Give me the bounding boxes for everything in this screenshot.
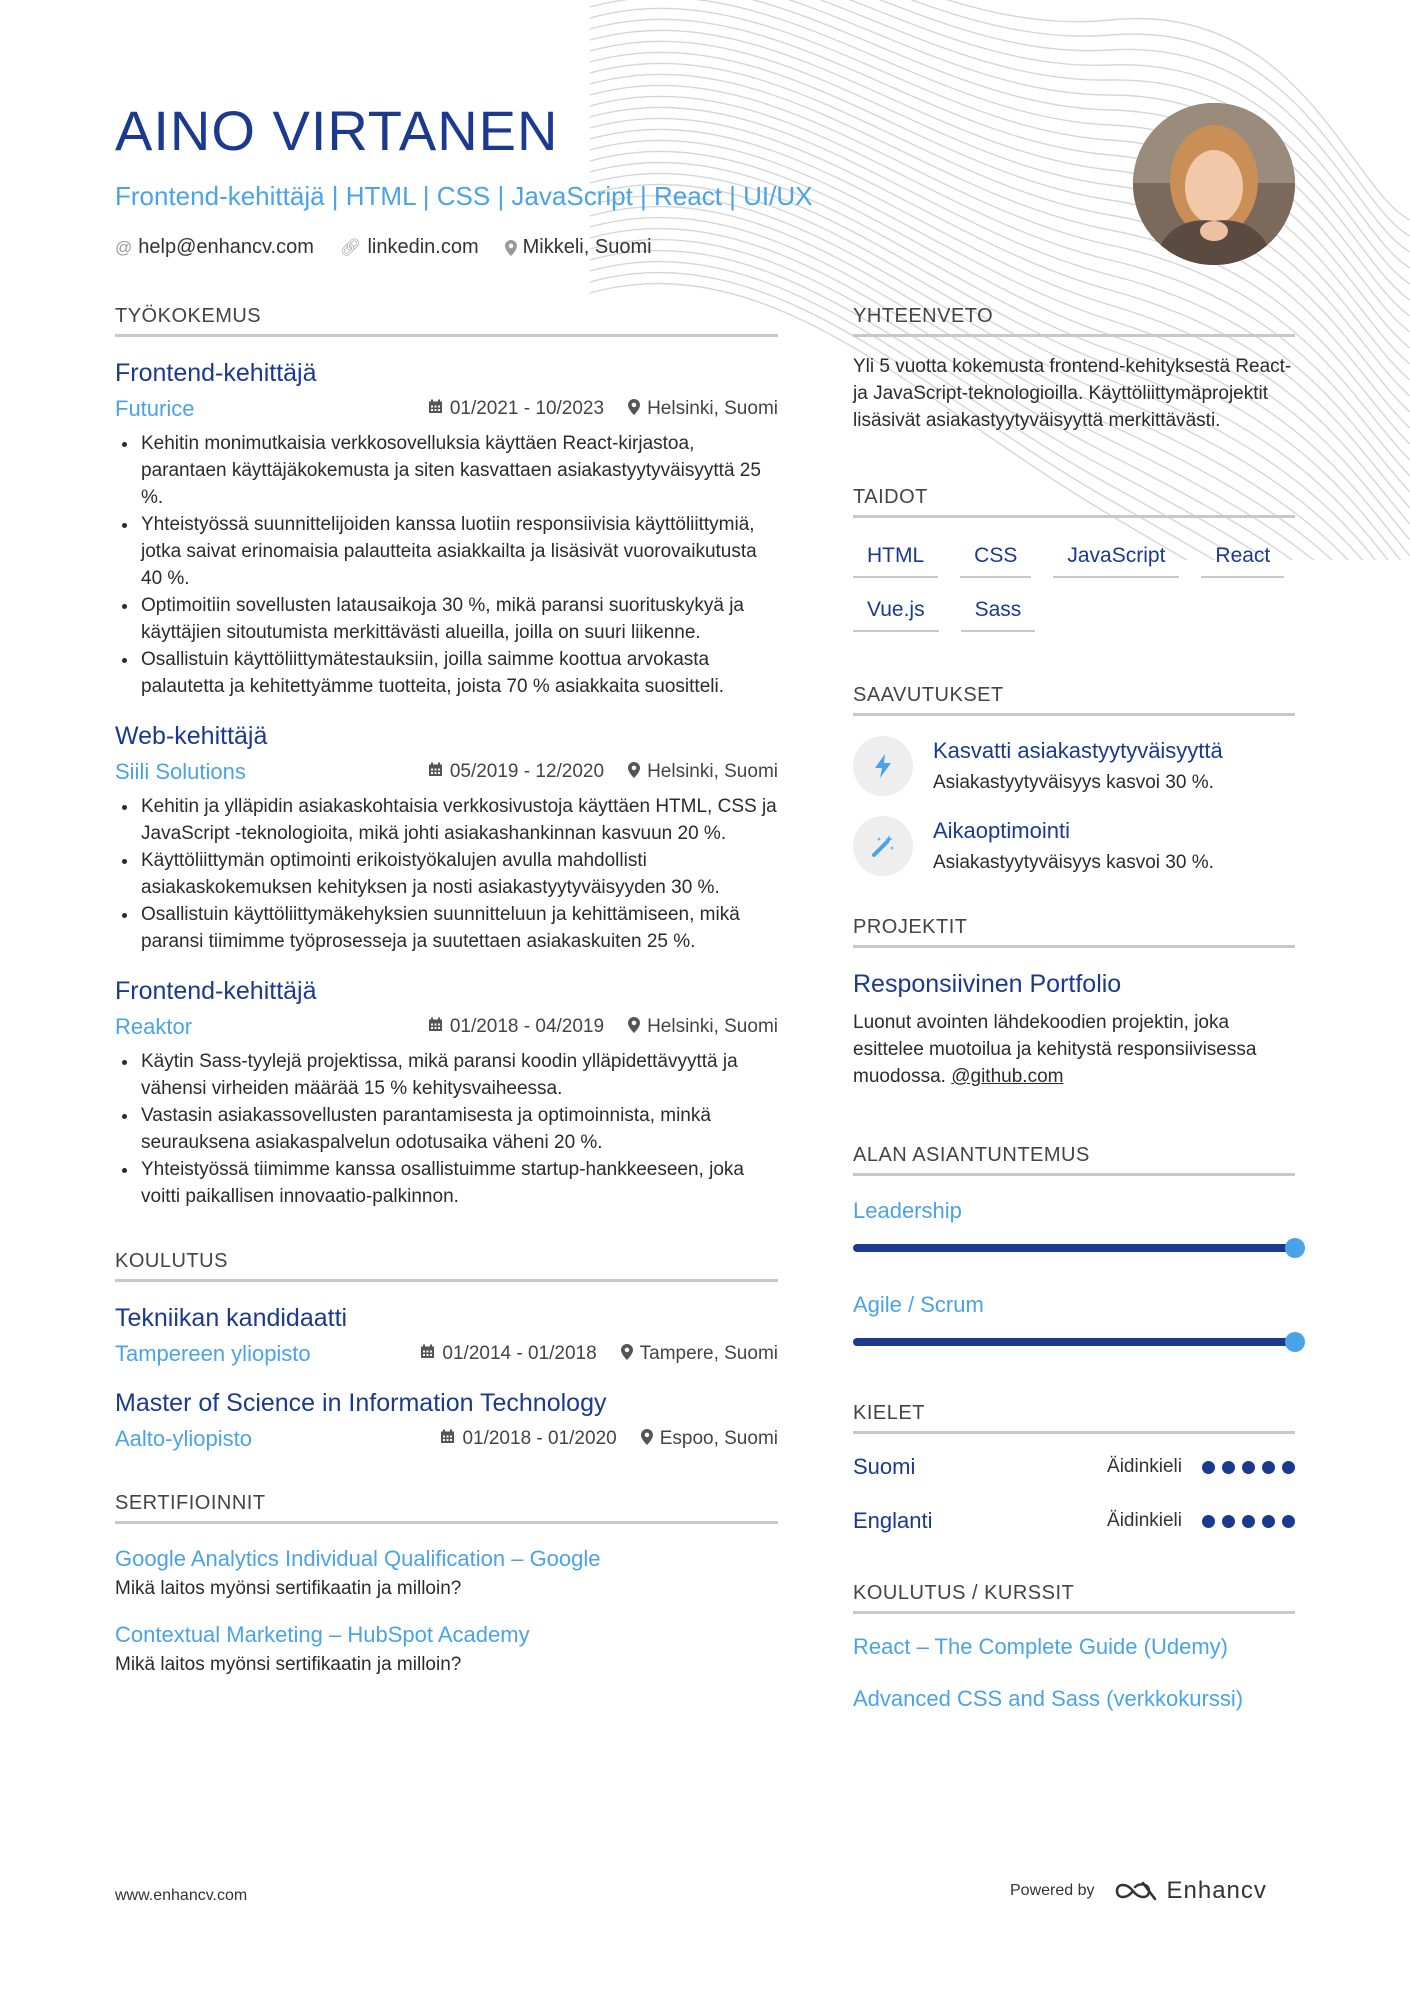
degree-title: Master of Science in Information Technology	[115, 1389, 607, 1417]
proficiency-dot	[1262, 1461, 1275, 1474]
date-range	[428, 761, 604, 783]
link-icon: 🔗︎	[339, 237, 362, 257]
meta-info	[420, 1343, 778, 1365]
degree-title: Tekniikan kandidaatti	[115, 1304, 348, 1332]
date-text: 01/2018 - 04/2019	[449, 1016, 605, 1037]
school-name: Aalto-yliopisto	[115, 1426, 252, 1451]
location-pin-icon	[628, 1017, 640, 1038]
skill-tag: JavaScript	[1053, 538, 1179, 578]
bullet-item: • Käyttöliittymän optimointi erikoistyökalujen avulla mahdollisti asiakaskokemuksen kehityksen ja nosti asiakastyytyväisyyden 30 %.	[139, 847, 778, 901]
meta-info	[428, 761, 778, 783]
skill-tag: HTML	[853, 538, 938, 578]
date-range	[420, 1343, 596, 1365]
language-level-wrap	[1107, 1510, 1295, 1532]
left-column	[115, 305, 778, 1676]
expertise-label: Agile / Scrum	[853, 1292, 984, 1317]
job-meta	[115, 759, 778, 785]
proficiency-dot	[1202, 1461, 1215, 1474]
location-pin-icon	[628, 399, 640, 420]
date-text: 01/2014 - 01/2018	[442, 1343, 597, 1364]
company-name: Siili Solutions	[115, 759, 246, 784]
proficiency-dot	[1282, 1515, 1295, 1528]
achievement-title: Kasvatti asiakastyytyväisyyttä	[933, 738, 1223, 763]
location-text: Mikkeli, Suomi	[522, 236, 652, 258]
job-title: Web-kehittäjä	[115, 722, 268, 750]
section-title-projects: PROJEKTIT	[853, 916, 1295, 948]
achievement-list	[853, 736, 1295, 876]
linkedin-text: linkedin.com	[367, 236, 479, 258]
calendar-icon	[428, 1017, 443, 1037]
calendar-icon	[420, 1344, 435, 1364]
calendar-icon	[440, 1429, 455, 1449]
proficiency-dot	[1262, 1515, 1275, 1528]
job-title: Frontend-kehittäjä	[115, 977, 317, 1005]
contact-email[interactable]	[115, 236, 314, 259]
location-pin-icon	[641, 1429, 653, 1450]
magic-wand-icon	[853, 816, 913, 876]
certification-entry	[115, 1546, 778, 1600]
language-item	[853, 1508, 1295, 1534]
summary-text: Yli 5 vuotta kokemusta frontend-kehityksestä React- ja JavaScript-teknologioilla. Käyttöliittymäprojektit lisäsivät asiakastyytyväisyyttä merkittävästi.	[853, 356, 1292, 431]
headline: Frontend-kehittäjä | HTML | CSS | JavaScript | React | UI/UX	[115, 181, 813, 211]
date-text: 01/2018 - 01/2020	[462, 1428, 617, 1449]
proficiency-dot	[1202, 1515, 1215, 1528]
achievement-desc: Asiakastyytyväisyys kasvoi 30 %.	[933, 772, 1214, 793]
profile-photo	[1133, 103, 1295, 265]
certification-desc: Mikä laitos myönsi sertifikaatin ja milloin?	[115, 1578, 462, 1599]
job-bullets	[115, 793, 778, 955]
section-title-achievements: SAAVUTUKSET	[853, 684, 1295, 716]
location-text: Helsinki, Suomi	[647, 398, 778, 419]
project-link[interactable]: @github.com	[951, 1066, 1064, 1087]
education-list	[115, 1304, 778, 1452]
section-title-courses: KOULUTUS / KURSSIT	[853, 1582, 1295, 1614]
at-icon: @	[115, 237, 133, 257]
date-text: 05/2019 - 12/2020	[449, 761, 605, 782]
date-range	[428, 1016, 604, 1038]
company-name: Futurice	[115, 396, 195, 421]
skill-list	[853, 538, 1295, 632]
education-meta	[115, 1426, 778, 1452]
skill-tag: CSS	[960, 538, 1031, 578]
job-title: Frontend-kehittäjä	[115, 359, 317, 387]
language-level: Äidinkieli	[1107, 1510, 1182, 1531]
project-desc-text: Luonut avointen lähdekoodien projektin, joka esittelee muotoilua ja kehitystä responsiivisessa muodossa.	[853, 1012, 1257, 1087]
expertise-label: Leadership	[853, 1198, 962, 1223]
location-pin-icon	[505, 240, 517, 256]
course-item: React – The Complete Guide (Udemy)	[853, 1634, 1228, 1659]
location-text: Tampere, Suomi	[639, 1343, 778, 1364]
language-level: Äidinkieli	[1107, 1456, 1182, 1477]
language-dots	[1202, 1515, 1295, 1528]
location-text: Espoo, Suomi	[659, 1428, 778, 1449]
job-entry	[115, 977, 778, 1210]
section-title-skills: TAIDOT	[853, 486, 1295, 518]
language-dots	[1202, 1461, 1295, 1474]
meta-info	[440, 1428, 778, 1450]
location	[621, 1343, 778, 1365]
bullet-item: • Osallistuin käyttöliittymätestauksiin, joilla saimme koottua arvokasta palautetta ja kehitettyämme tuotteita, joista 70 % asiakkaita suositteli.	[139, 646, 778, 700]
certification-desc: Mikä laitos myönsi sertifikaatin ja milloin?	[115, 1654, 462, 1675]
bullet-item: • Kehitin ja ylläpidin asiakaskohtaisia verkkosivustoja käyttäen HTML, CSS ja JavaScript -teknologioita, mikä johti asiakashankinnan kasvuun 20 %.	[139, 793, 778, 847]
job-bullets	[115, 1048, 778, 1210]
achievement-text	[933, 736, 1223, 794]
section-title-certifications: SERTIFIOINNIT	[115, 1492, 778, 1524]
proficiency-dot	[1242, 1515, 1255, 1528]
enhancv-brand-text: Enhancv	[1166, 1877, 1267, 1904]
contact-linkedin[interactable]	[340, 236, 479, 259]
enhancv-logo-icon	[1113, 1879, 1157, 1903]
certification-entry	[115, 1622, 778, 1676]
contact-location	[505, 236, 652, 259]
meta-info	[428, 1016, 778, 1038]
bolt-icon	[853, 736, 913, 796]
school-name: Tampereen yliopisto	[115, 1341, 311, 1366]
bullet-item: • Optimoitiin sovellusten latausaikoja 30 %, mikä paransi suorituskykyä ja käyttäjien sitoutumista merkittävästi alueilla, joilla on suuri liikenne.	[139, 592, 778, 646]
section-title-expertise: ALAN ASIANTUNTEMUS	[853, 1144, 1295, 1176]
language-name: Englanti	[853, 1508, 933, 1533]
language-level-wrap	[1107, 1456, 1295, 1478]
achievement-title: Aikaoptimointi	[933, 818, 1070, 843]
education-entry	[115, 1304, 778, 1367]
footer-url[interactable]: www.enhancv.com	[115, 1887, 248, 1904]
calendar-icon	[428, 399, 443, 419]
proficiency-dot	[1222, 1515, 1235, 1528]
date-range	[428, 398, 604, 420]
date-range	[440, 1428, 616, 1450]
location	[628, 1016, 778, 1038]
location-text: Helsinki, Suomi	[647, 761, 778, 782]
location-pin-icon	[628, 762, 640, 783]
certification-name: Google Analytics Individual Qualification – Google	[115, 1546, 601, 1571]
course-item: Advanced CSS and Sass (verkkokurssi)	[853, 1686, 1244, 1711]
certification-list	[115, 1546, 778, 1676]
achievement-text	[933, 816, 1214, 874]
expertise-item	[853, 1198, 1295, 1252]
contact-list	[115, 236, 812, 259]
education-entry	[115, 1389, 778, 1452]
footer-branding	[1010, 1877, 1267, 1905]
course-list	[853, 1634, 1295, 1712]
project-title: Responsiivinen Portfolio	[853, 970, 1122, 998]
certification-name: Contextual Marketing – HubSpot Academy	[115, 1622, 530, 1647]
skill-tag: Sass	[961, 592, 1036, 632]
bullet-item: • Käytin Sass-tyylejä projektissa, mikä paransi koodin ylläpidettävyyttä ja vähensi virheiden määrää 15 % kehitysvaiheessa.	[139, 1048, 778, 1102]
bullet-item: • Yhteistyössä suunnittelijoiden kanssa luotiin responsiivisia käyttöliittymiä, jotka saivat erinomaisia palautteita asiakkailta ja lisäsivät vuorovaikutusta 40 %.	[139, 511, 778, 592]
header	[115, 95, 812, 259]
company-name: Reaktor	[115, 1014, 193, 1039]
section-title-education: KOULUTUS	[115, 1250, 778, 1282]
job-bullets	[115, 430, 778, 700]
email-text: help@enhancv.com	[138, 236, 314, 258]
education-meta	[115, 1341, 778, 1367]
calendar-icon	[428, 762, 443, 782]
location	[641, 1428, 778, 1450]
language-item	[853, 1454, 1295, 1480]
section-title-summary: YHTEENVETO	[853, 305, 1295, 337]
expertise-bar	[853, 1338, 1295, 1346]
bullet-item: • Vastasin asiakassovellusten parantamisesta ja optimoinnista, minkä seurauksena asiakaspalvelun odotusaika väheni 20 %.	[139, 1102, 778, 1156]
section-title-experience: TYÖKOKEMUS	[115, 305, 778, 337]
location	[628, 761, 778, 783]
enhancv-logo[interactable]	[1113, 1877, 1267, 1905]
project-description	[853, 1009, 1295, 1090]
expertise-bar-fill	[853, 1244, 1295, 1252]
job-entry	[115, 359, 778, 700]
language-name: Suomi	[853, 1454, 916, 1479]
expertise-bar	[853, 1244, 1295, 1252]
proficiency-dot	[1282, 1461, 1295, 1474]
experience-list	[115, 359, 778, 1210]
section-title-languages: KIELET	[853, 1402, 1295, 1434]
expertise-bar-fill	[853, 1338, 1295, 1346]
expertise-item	[853, 1292, 1295, 1346]
proficiency-dot	[1242, 1461, 1255, 1474]
job-meta	[115, 1014, 778, 1040]
bullet-item: • Kehitin monimutkaisia verkkosovelluksia käyttäen React-kirjastoa, parantaen käyttäjäkokemusta ja siten kasvattaen asiakastyytyväisyyttä 25 %.	[139, 430, 778, 511]
bullet-item: • Yhteistyössä tiimimme kanssa osallistuimme startup-hankkeeseen, joka voitti paikallisen innovaatio-palkinnon.	[139, 1156, 778, 1210]
location-text: Helsinki, Suomi	[647, 1016, 778, 1037]
proficiency-dot	[1222, 1461, 1235, 1474]
right-column	[853, 305, 1295, 1712]
job-meta	[115, 396, 778, 422]
job-entry	[115, 722, 778, 955]
achievement-item	[853, 736, 1295, 796]
skill-tag: React	[1201, 538, 1284, 578]
language-list	[853, 1454, 1295, 1534]
expertise-list	[853, 1198, 1295, 1346]
location-pin-icon	[621, 1344, 633, 1365]
candidate-name: AINO VIRTANEN	[115, 99, 559, 162]
bullet-item: • Osallistuin käyttöliittymäkehyksien suunnitteluun ja kehittämiseen, mikä paransi tiimimme työprosesseja ja suutettaen asiakaskuiten 25 %.	[139, 901, 778, 955]
expertise-bar-knob	[1285, 1238, 1305, 1258]
powered-by-text: Powered by	[1010, 1882, 1095, 1899]
achievement-desc: Asiakastyytyväisyys kasvoi 30 %.	[933, 852, 1214, 873]
achievement-item	[853, 816, 1295, 876]
expertise-bar-knob	[1285, 1332, 1305, 1352]
skill-tag: Vue.js	[853, 592, 939, 632]
meta-info	[428, 398, 778, 420]
location	[628, 398, 778, 420]
date-text: 01/2021 - 10/2023	[449, 398, 605, 419]
